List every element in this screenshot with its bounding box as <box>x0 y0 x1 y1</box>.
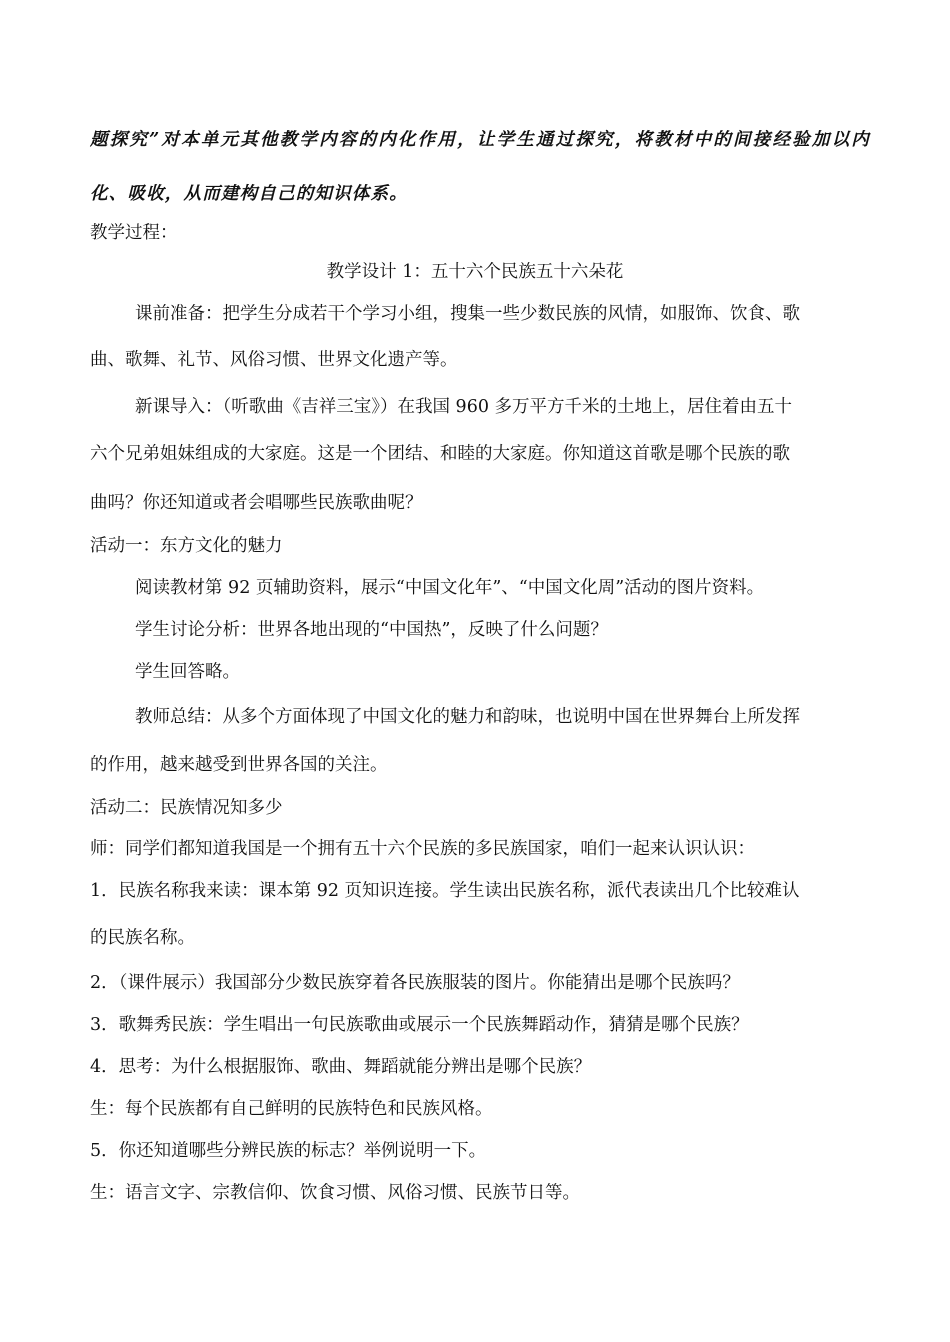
intro-lesson-line-1: 新课导入：（听歌曲《吉祥三宝》）在我国 960 多万平方千米的土地上，居住着由五十 <box>135 397 793 417</box>
activity2-item-3: 3．歌舞秀民族：学生唱出一句民族歌曲或展示一个民族舞蹈动作，猜猜是哪个民族？ <box>90 1015 749 1035</box>
activity1-summary-line-1: 教师总结：从多个方面体现了中国文化的魅力和韵味，也说明中国在世界舞台上所发挥 <box>135 707 800 727</box>
intro-line-2: 化、吸收，从而建构自己的知识体系。 <box>90 184 408 204</box>
activity2-student-2: 生：语言文字、宗教信仰、饮食习惯、风俗习惯、民族节日等。 <box>90 1183 580 1203</box>
intro-lesson-line-3: 曲吗？你还知道或者会唱哪些民族歌曲呢？ <box>90 493 423 513</box>
activity1-heading: 活动一：东方文化的魅力 <box>90 536 283 556</box>
intro-line-1: 题探究”对本单元其他教学内容的内化作用，让学生通过探究，将教材中的间接经验加以内 <box>90 130 870 150</box>
intro-lesson-line-2: 六个兄弟姐妹组成的大家庭。这是一个团结、和睦的大家庭。你知道这首歌是哪个民族的歌 <box>90 444 790 464</box>
activity1-summary-line-2: 的作用，越来越受到世界各国的关注。 <box>90 755 388 775</box>
activity2-student-1: 生：每个民族都有自己鲜明的民族特色和民族风格。 <box>90 1099 493 1119</box>
activity1-answer: 学生回答略。 <box>135 662 240 682</box>
process-heading: 教学过程： <box>90 223 178 243</box>
activity2-heading: 活动二：民族情况知多少 <box>90 798 283 818</box>
design-title: 教学设计 1：五十六个民族五十六朵花 <box>326 262 624 282</box>
activity1-discuss: 学生讨论分析：世界各地出现的“中国热”，反映了什么问题？ <box>135 620 608 640</box>
prep-line-2: 曲、歌舞、礼节、风俗习惯、世界文化遗产等。 <box>90 350 458 370</box>
activity2-item-1-line-1: 1．民族名称我来读：课本第 92 页知识连接。学生读出民族名称，派代表读出几个比较难认 <box>90 881 800 901</box>
activity2-teacher: 师：同学们都知道我国是一个拥有五十六个民族的多民族国家，咱们一起来认识认识： <box>90 839 755 859</box>
activity2-item-5: 5．你还知道哪些分辨民族的标志？举例说明一下。 <box>90 1141 487 1161</box>
activity1-read: 阅读教材第 92 页辅助资料，展示“中国文化年”、“中国文化周”活动的图片资料。 <box>135 578 765 598</box>
prep-line-1: 课前准备：把学生分成若干个学习小组，搜集一些少数民族的风情，如服饰、饮食、歌 <box>135 304 800 324</box>
activity2-item-1-line-2: 的民族名称。 <box>90 928 195 948</box>
activity2-item-2: 2．（课件展示）我国部分少数民族穿着各民族服装的图片。你能猜出是哪个民族吗？ <box>90 973 740 993</box>
activity2-item-4: 4．思考：为什么根据服饰、歌曲、舞蹈就能分辨出是哪个民族？ <box>90 1057 592 1077</box>
